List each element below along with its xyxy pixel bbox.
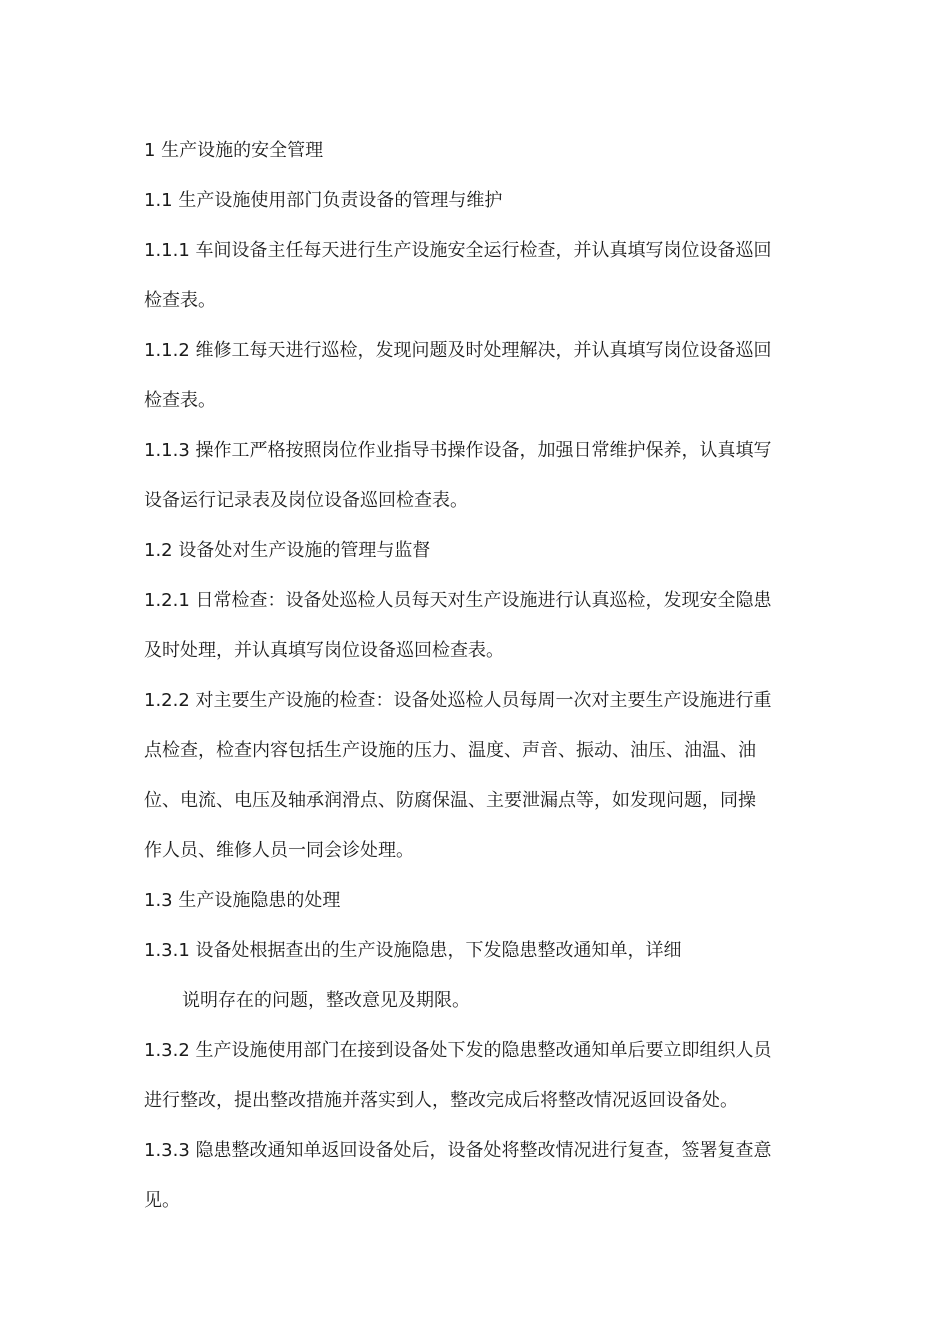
paragraph-1-2-2-line-4: 作人员、维修人员一同会诊处理。 xyxy=(144,840,414,861)
paragraph-1-1-3-line-1: 1.1.3 操作工严格按照岗位作业指导书操作设备，加强日常维护保养，认真填写 xyxy=(144,440,772,461)
paragraph-1-2-2-line-1: 1.2.2 对主要生产设施的检查：设备处巡检人员每周一次对主要生产设施进行重 xyxy=(144,690,772,711)
paragraph-1-1-1-line-2: 检查表。 xyxy=(144,290,216,311)
heading-1-1: 1.1 生产设施使用部门负责设备的管理与维护 xyxy=(144,190,503,211)
paragraph-1-2-1-line-2: 及时处理，并认真填写岗位设备巡回检查表。 xyxy=(144,640,504,661)
paragraph-1-1-1-line-1: 1.1.1 车间设备主任每天进行生产设施安全运行检查，并认真填写岗位设备巡回 xyxy=(144,240,772,261)
paragraph-1-2-2-line-3: 位、电流、电压及轴承润滑点、防腐保温、主要泄漏点等，如发现问题，同操 xyxy=(144,790,756,811)
heading-1-3: 1.3 生产设施隐患的处理 xyxy=(144,890,341,911)
paragraph-1-2-2-line-2: 点检查，检查内容包括生产设施的压力、温度、声音、振动、油压、油温、油 xyxy=(144,740,756,761)
heading-1-2: 1.2 设备处对生产设施的管理与监督 xyxy=(144,540,431,561)
heading-1: 1 生产设施的安全管理 xyxy=(144,140,324,161)
paragraph-1-1-2-line-2: 检查表。 xyxy=(144,390,216,411)
paragraph-1-1-2-line-1: 1.1.2 维修工每天进行巡检，发现问题及时处理解决，并认真填写岗位设备巡回 xyxy=(144,340,772,361)
paragraph-1-3-3-line-1: 1.3.3 隐患整改通知单返回设备处后，设备处将整改情况进行复查，签署复查意 xyxy=(144,1140,772,1161)
paragraph-1-2-1-line-1: 1.2.1 日常检查：设备处巡检人员每天对生产设施进行认真巡检，发现安全隐患 xyxy=(144,590,772,611)
paragraph-1-3-2-line-1: 1.3.2 生产设施使用部门在接到设备处下发的隐患整改通知单后要立即组织人员 xyxy=(144,1040,772,1061)
paragraph-1-3-1-line-1: 1.3.1 设备处根据查出的生产设施隐患，下发隐患整改通知单，详细 xyxy=(144,940,682,961)
paragraph-1-1-3-line-2: 设备运行记录表及岗位设备巡回检查表。 xyxy=(144,490,468,511)
paragraph-1-3-1-line-2: 说明存在的问题，整改意见及期限。 xyxy=(182,990,470,1011)
paragraph-1-3-3-line-2: 见。 xyxy=(144,1190,180,1211)
document-body xyxy=(144,126,814,1226)
paragraph-1-3-2-line-2: 进行整改，提出整改措施并落实到人，整改完成后将整改情况返回设备处。 xyxy=(144,1090,738,1111)
